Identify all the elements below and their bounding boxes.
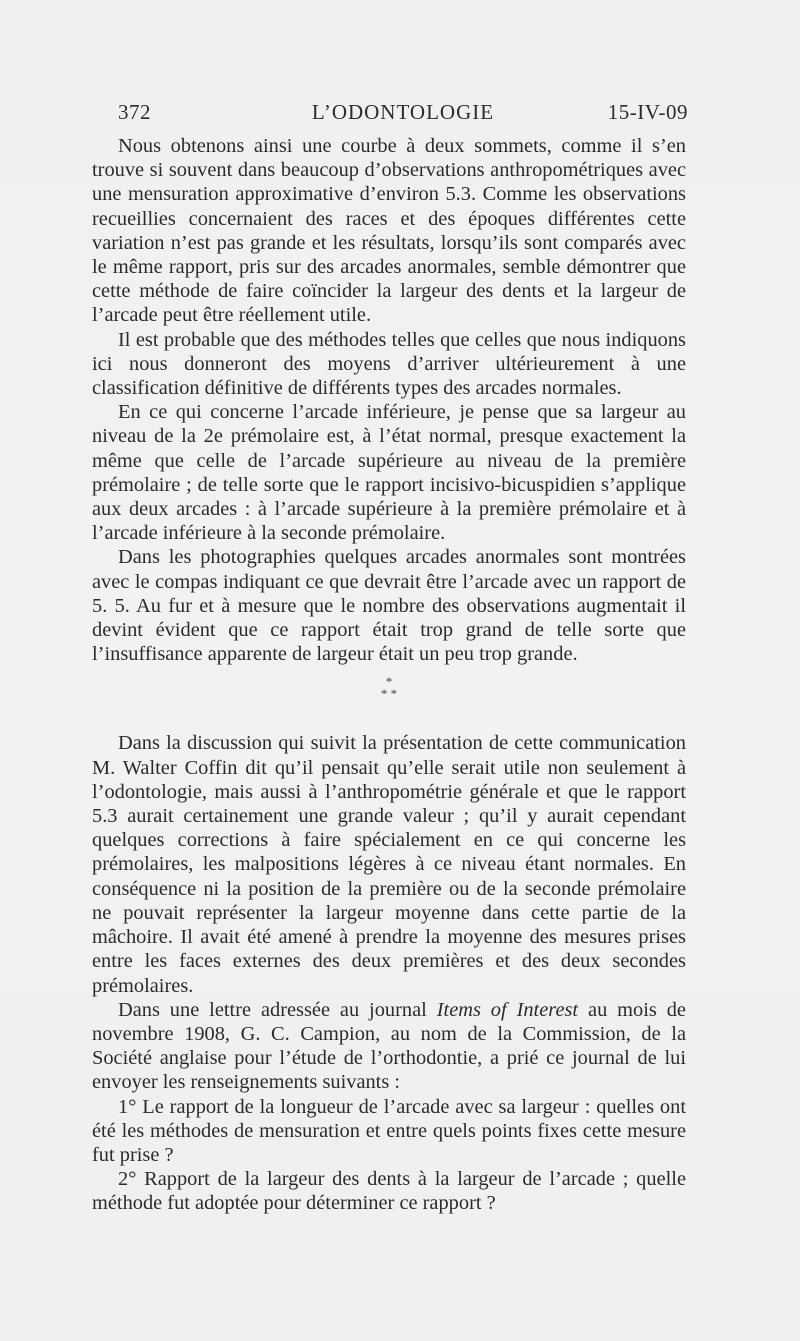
section-separator bbox=[92, 666, 686, 716]
journal-title: Items of Interest bbox=[436, 998, 579, 1021]
paragraph: Il est probable que des méthodes telles que celles que nous indiquons ici nous donneront des moyens d’arriver ultérieurement à une classification définitive de différents types des arcades normales. bbox=[92, 328, 686, 400]
running-title: L’ODONTOLOGIE bbox=[311, 100, 495, 124]
question-item: 1° Le rapport de la longueur de l’arcade avec sa largeur : quelles ont été les méthodes de mensuration et entre quels points fixes cette mesure fut prise ? bbox=[92, 1095, 686, 1166]
paragraph: Nous obtenons ainsi une courbe à deux sommets, comme il s’en trouve si souvent dans beaucoup d’observations anthropométriques avec une mensuration approximative d’environ 5.3. Comme les observations recueillies concernaient des races et des époques différentes cette variation n’est pas grande et les résultats, lorsqu’ils sont comparés avec le même rapport, pris sur des arcades anormales, semble démontrer que cette méthode de faire coïncider la largeur des dents et la largeur de l’arcade peut être réellement utile. bbox=[92, 135, 686, 327]
question-item: 2° Rapport de la largeur des dents à la largeur de l’arcade ; quelle méthode fut adoptée pour déterminer ce rapport ? bbox=[92, 1168, 686, 1215]
page-number: 372 bbox=[118, 100, 151, 124]
paragraph: En ce qui concerne l’arcade inférieure, je pense que sa largeur au niveau de la 2e prémolaire est, à l’état normal, presque exactement la même que celle de l’arcade supérieure au niveau de la première prémolaire ; de telle sorte que le rapport incisivo-bicuspidien s’applique aux deux arcades : à l’arcade supérieure à la première prémolaire et à l’arcade inférieure à la seconde prémolaire. bbox=[92, 401, 686, 545]
paragraph-letter bbox=[92, 998, 686, 1095]
letter-text-before: Dans une lettre adressée au journal bbox=[118, 998, 427, 1021]
page-header bbox=[118, 100, 688, 126]
letter-text-after: au mois de novembre 1908, G. C. Campion, au nom de la Commission, de la Société anglaise pour l’étude de l’orthodontie, a prié ce journal de lui envoyer les renseignements suivants : bbox=[92, 998, 686, 1094]
paragraph: Dans la discussion qui suivit la présentation de cette communication M. Walter Coffin dit qu’il pensait qu’elle serait utile non seulement à l’odontologie, mais aussi à l’anthropométrie générale et que le rapport 5.3 aurait certainement une grande valeur ; qu’il y aurait cependant quelques corrections à faire spécialement en ce qui concerne les prémolaires, les malpositions légères à ce niveau étant normales. En conséquence ni la position de la première ou de la seconde prémolaire ne pouvait représenter la largeur moyenne dans cette partie de la mâchoire. Il avait été amené à prendre la moyenne des mesures prises entre les faces externes des deux premières et des deux secondes prémolaires. bbox=[92, 732, 686, 997]
paragraph: Dans les photographies quelques arcades anormales sont montrées avec le compas indiquant ce que devrait être l’arcade avec un rapport de 5. 5. Au fur et à mesure que le nombre des observations augmentait il devint évident que ce rapport était trop grand de telle sorte que l’insuffisance apparente de largeur était un peu trop grande. bbox=[92, 546, 686, 666]
issue-date: 15-IV-09 bbox=[607, 100, 688, 124]
article-body bbox=[92, 134, 686, 1216]
asterism-bottom: * * bbox=[380, 686, 398, 702]
asterism-top: * bbox=[385, 674, 393, 690]
